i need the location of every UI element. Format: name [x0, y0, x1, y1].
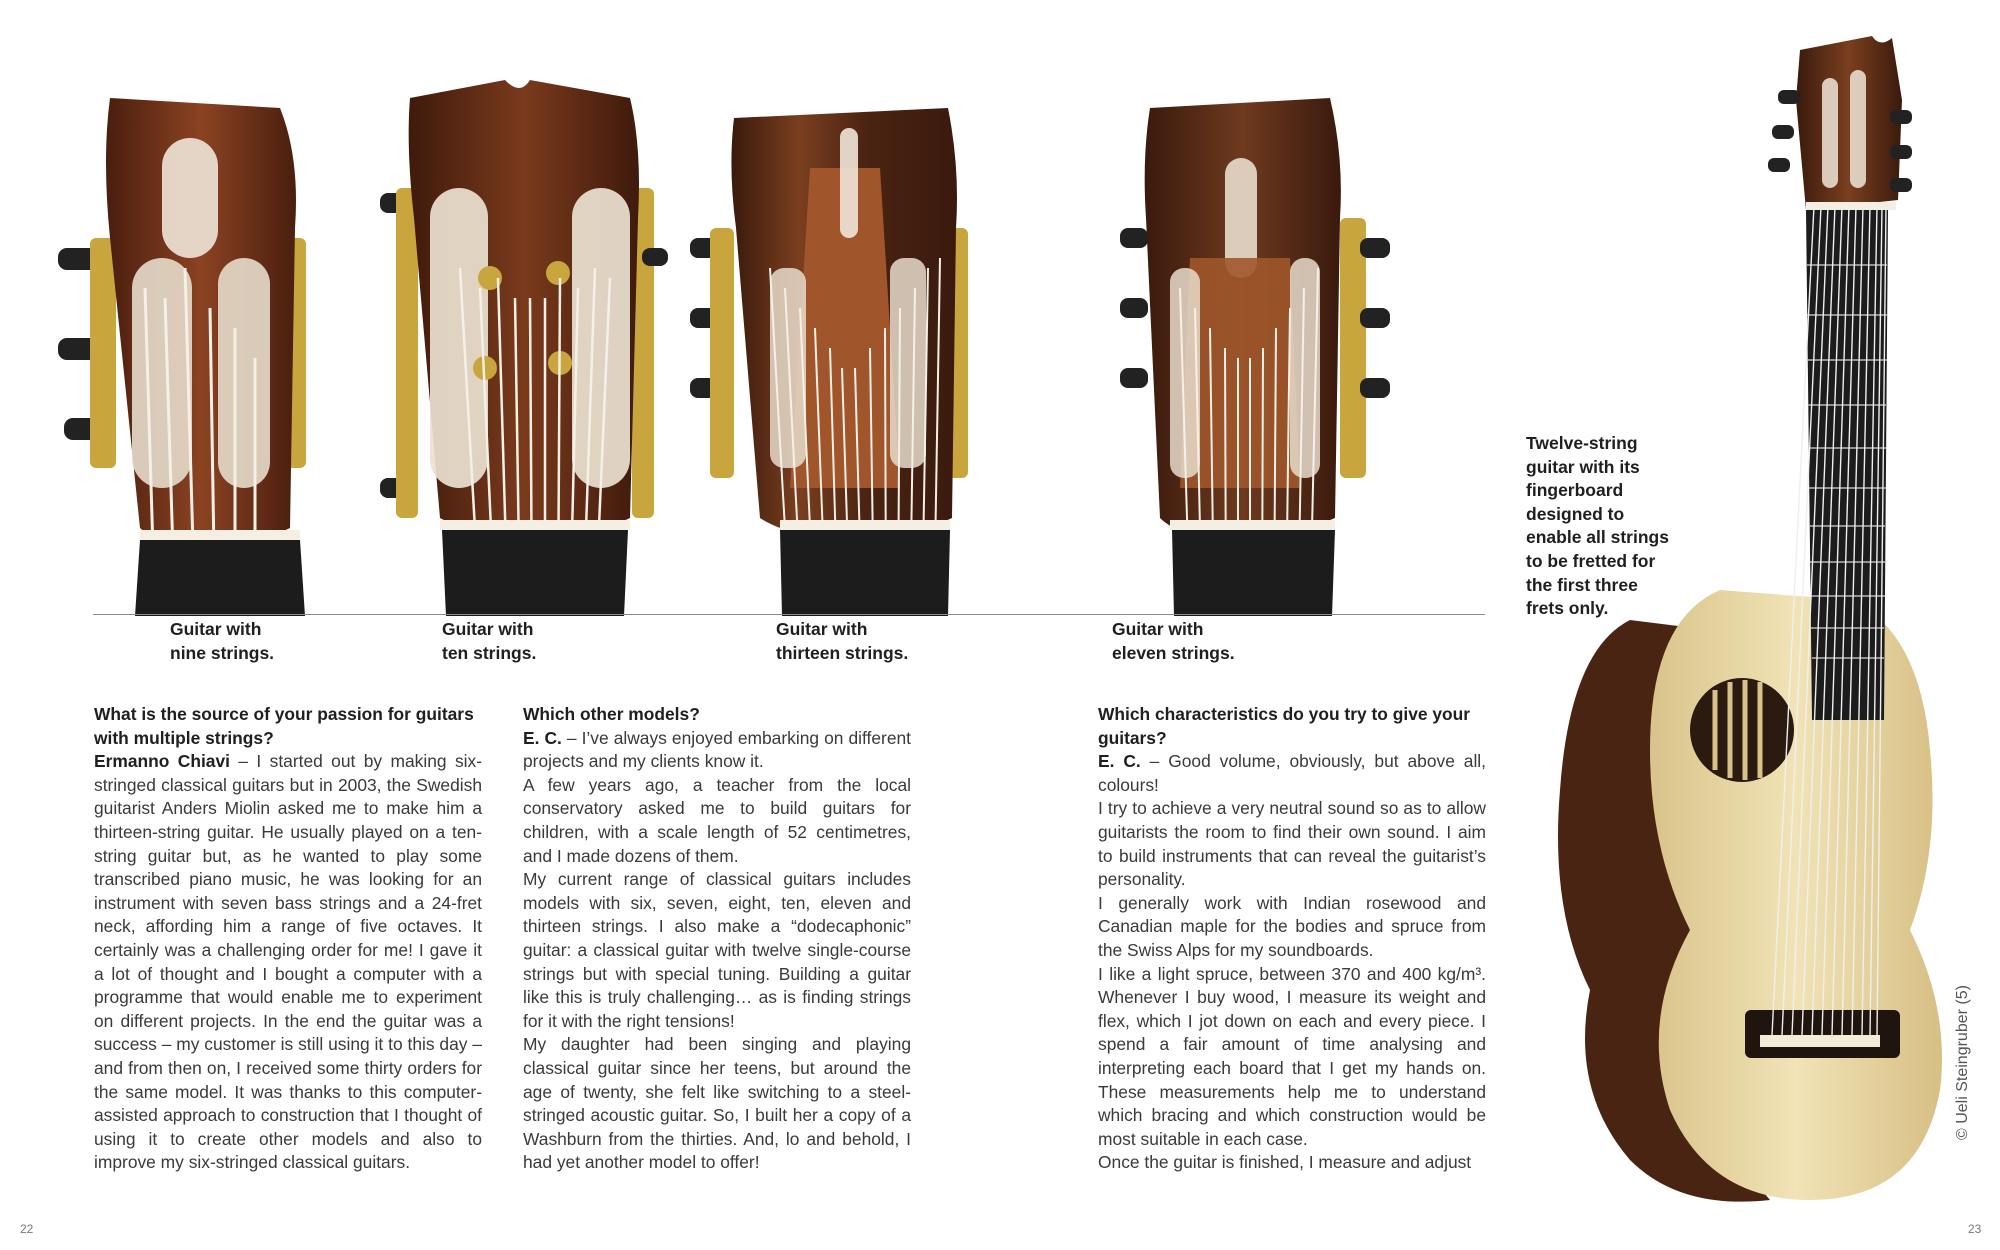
caption-twelve-strings: Twelve-string guitar with its fingerboard designed to enable all strings to be fretted for the first three frets only.	[1526, 433, 1669, 619]
headstock-photo-eleven-strings	[1080, 68, 1440, 616]
twelve-string-guitar-photo	[1510, 30, 1950, 1215]
paragraph: My current range of classical guitars includes models with six, seven, eight, ten, eleven and thirteen strings. I also make a “dodecaphonic” guitar: a classical guitar with twelve single-course strings but with special tuning. Building a guitar like this is truly challenging… as is finding strings for it with the right tensions!	[523, 869, 911, 1031]
speaker-name: E. C.	[523, 727, 562, 748]
page-number-left: 22	[20, 1222, 34, 1236]
page-number-right: 23	[1968, 1222, 1982, 1236]
headstock-photo-ten-strings	[380, 68, 670, 616]
headstock-photo-thirteen-strings	[690, 68, 990, 616]
speaker-name: Ermanno Chiavi	[94, 751, 230, 772]
speaker-name: E. C.	[1098, 751, 1141, 772]
photo-credit: © Ueli Steingruber (5)	[1954, 985, 1971, 1140]
column-middle	[523, 703, 911, 1175]
caption-divider	[93, 614, 1485, 615]
answer-paragraph	[523, 727, 911, 774]
paragraph: I like a light spruce, between 370 and 400 kg/m³. Whenever I buy wood, I measure its weight and flex, which I jot down on each and every piece. I spend a fair amount of time analysing and interpreting each board that I get my hands on. These measurements help me to understand which bracing and which construction would be most suitable in each case.	[1098, 963, 1486, 1149]
caption-ten-strings: Guitar with ten strings.	[442, 619, 537, 663]
paragraph: A few years ago, a teacher from the local conservatory asked me to build guitars for children, with a scale length of 52 centimetres, and I made dozens of them.	[523, 774, 911, 866]
question: Which characteristics do you try to give your guitars?	[1098, 704, 1471, 748]
paragraph: I try to achieve a very neutral sound so as to allow guitarists the room to find their own sound. I aim to build instruments that can reveal the guitarist’s personality.	[1098, 798, 1486, 890]
column-right	[1098, 703, 1486, 1175]
caption-thirteen-strings: Guitar with thirteen strings.	[776, 619, 909, 663]
column-left	[94, 703, 482, 1175]
answer-paragraph	[94, 750, 482, 1175]
caption-eleven-strings: Guitar with eleven strings.	[1112, 619, 1235, 663]
answer-paragraph	[1098, 750, 1486, 797]
question: What is the source of your passion for guitars with multiple strings?	[94, 704, 474, 748]
answer-text: – I’ve always enjoyed embarking on different projects and my clients know it.	[523, 727, 911, 772]
headstock-photo-nine-strings	[50, 68, 340, 616]
caption-nine-strings: Guitar with nine strings.	[170, 619, 275, 663]
answer-text: – I started out by making six-stringed classical guitars but in 2003, the Swedish guitarist Anders Miolin asked me to make him a thirteen-string guitar. He usually played on a ten-string guitar but, as he wanted to play some transcribed piano music, he was looking for an instrument with seven bass strings and a 24-fret neck, affording him a range of five octaves. It certainly was a challenging order for me! I gave it a lot of thought and I bought a computer with a programme that would enable me to experiment on different projects. In the end the guitar was a success – my customer is still using it to this day – and from then on, I received some thirty orders for the same model. It was thanks to this computer-assisted approach to construction that I thought of using it to create other models and also to improve my six-stringed classical guitars.	[94, 751, 482, 1173]
paragraph: My daughter had been singing and playing classical guitar since her teens, but around the age of twenty, she felt like switching to a steel-stringed acoustic guitar. So, I built her a copy of a Washburn from the thirties. And, lo and behold, I had yet another model to offer!	[523, 1034, 911, 1173]
answer-text: – Good volume, obviously, but above all, colours!	[1098, 751, 1486, 795]
question: Which other models?	[523, 704, 700, 724]
paragraph: Once the guitar is finished, I measure and adjust	[1098, 1152, 1472, 1173]
tuner-pegs-left	[58, 238, 116, 468]
paragraph: I generally work with Indian rosewood and Canadian maple for the bodies and spruce from the Swiss Alps for my soundboards.	[1098, 892, 1486, 960]
